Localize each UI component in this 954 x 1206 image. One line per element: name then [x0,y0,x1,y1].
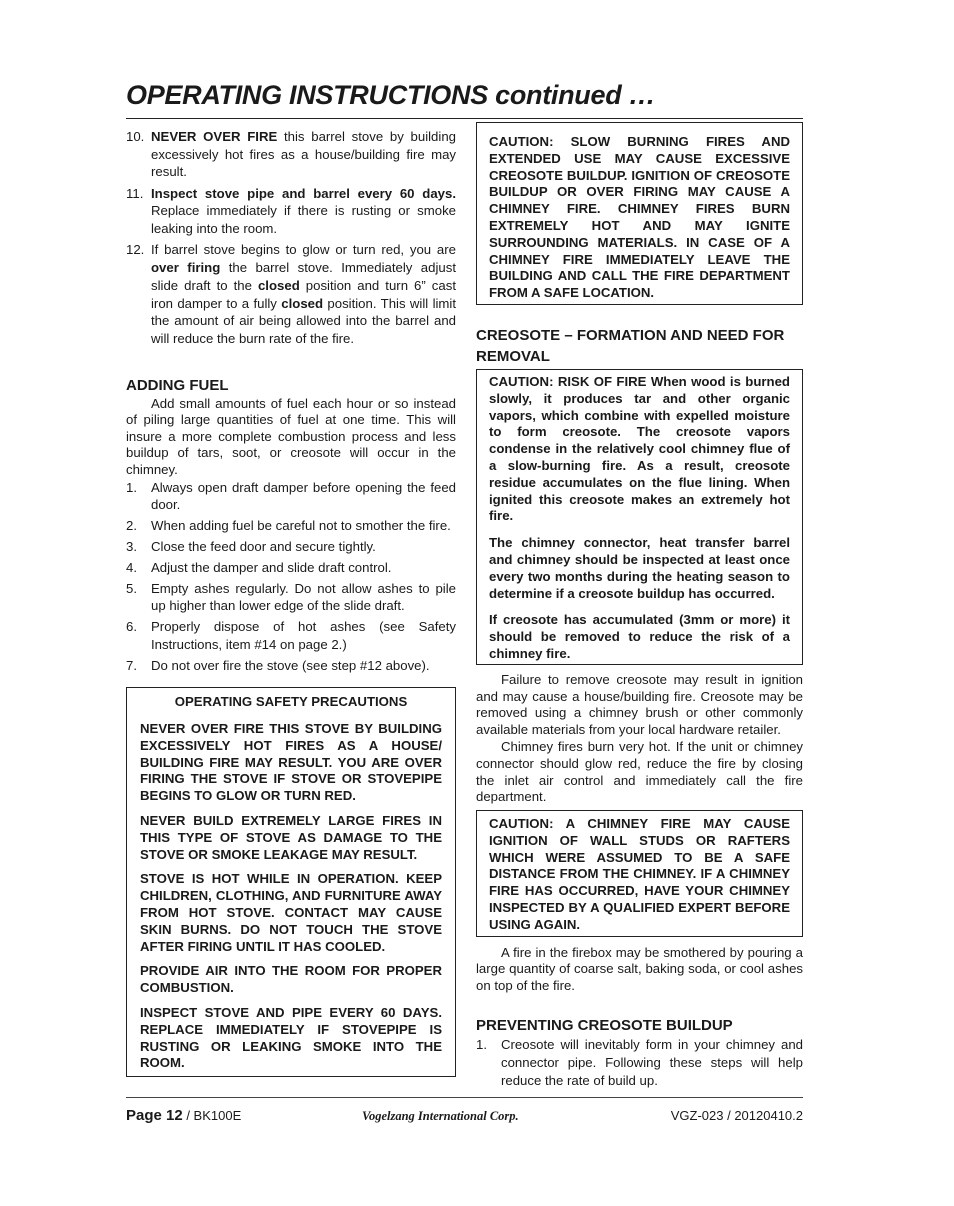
list-number: 5. [126,581,137,596]
list-text: Properly dispose of hot ashes (see Safety Instructions, item #14 on page 2.) [151,619,456,652]
list-text: Adjust the damper and slide draft control. [151,560,392,575]
list-item [126,657,456,674]
step-text: Replace immediately if there is rusting or smoke leaking into the room. [151,203,456,237]
safety-paragraph: NEVER OVER FIRE THIS STOVE BY BUILDING EXCESSIVELY HOT FIRES AS A HOUSE/ BUILDING FIRE MAY RESULT. YOU ARE OVER FIRING THE STOVE IF STOVE OR STOVEPIPE BEGINS TO GLOW OR TURN RED. [140,721,442,804]
step-text: position and turn 6” cast iron damper to a fully [151,277,456,311]
step-emphasis: closed [257,277,300,293]
list-item [126,241,456,347]
step-text: If barrel stove begins to glow or turn red, you are [151,242,456,258]
list-number: 1. [126,479,137,495]
safety-paragraph: PROVIDE AIR INTO THE ROOM FOR PROPER COMBUSTION. [140,963,442,996]
caution-text: CAUTION: A CHIMNEY FIRE MAY CAUSE IGNITION OF WALL STUDS OR RAFTERS WHICH WERE ASSUMED TO BE A SAFE DISTANCE FROM THE CHIMNEY. IF A CHIMNEY FIRE HAS OCCURRED, HAVE YOUR CHIMNEY INSPECTED BY A QUALIFIED EXPERT BEFORE USING AGAIN. [489,816,790,932]
list-item [126,580,456,615]
list-item [126,479,456,514]
list-number: 1. [476,1037,487,1053]
list-number: 3. [126,539,137,554]
caution-box-slow-burning [476,122,803,305]
caution-text: CAUTION: SLOW BURNING FIRES AND EXTENDED USE MAY CAUSE EXCESSIVE CREOSOTE BUILDUP. IGNITION OF CREOSOTE BUILDUP OR OVER FIRING MAY CAUSE A CHIMNEY FIRE. CHIMNEY FIRES BURN EXTREMELY HOT AND MAY IGNITE SURROUNDING MATERIALS. IN CASE OF A CHIMNEY FIRE IMMEDIATELY LEAVE THE BUILDING AND CALL THE FIRE DEPARTMENT FROM A SAFE LOCATION. [489,134,790,301]
list-item [126,185,456,238]
preventing-creosote-heading: PREVENTING CREOSOTE BUILDUP [476,1017,733,1035]
adding-fuel-list [126,479,456,675]
caution-box-chimney-fire [476,810,803,937]
model-number: / BK100E [182,1108,242,1123]
footer-divider [126,1097,803,1098]
list-number: 10. [126,129,145,144]
list-text: When adding fuel be careful not to smother the fire. [151,518,451,533]
list-text: Do not over fire the stove (see step #12 above). [151,657,430,673]
creosote-paragraph: A fire in the firebox may be smothered by pouring a large quantity of coarse salt, baking soda, or cool ashes on top of the fire. [476,944,803,994]
title-divider [126,118,803,119]
operating-steps-list [126,128,456,348]
safety-paragraph: NEVER BUILD EXTREMELY LARGE FIRES IN THIS TYPE OF STOVE AS DAMAGE TO THE STOVE OR SMOKE LEAKAGE MAY RESULT. [140,813,442,862]
caution-box-risk-of-fire [476,369,803,665]
list-text: Empty ashes regularly. Do not allow ashes to pile up higher than lower edge of the slide draft. [151,581,456,614]
list-item [476,1036,803,1089]
list-number: 4. [126,560,137,575]
list-text: Close the feed door and secure tightly. [151,539,376,554]
list-text: Always open draft damper before opening the feed door. [151,479,456,512]
step-text: position. This will limit the amount of air being allowed into the barrel and will reduce the burn rate of the fire. [151,295,457,346]
list-number: 11. [126,185,144,201]
list-number: 2. [126,518,137,533]
creosote-paragraph: Chimney fires burn very hot. If the unit or chimney connector should glow red, reduce the fire by closing the inlet air control and immediately call the fire department. [476,738,803,805]
step-lead: Inspect stove pipe and barrel every 60 days. [151,185,456,201]
safety-paragraph: INSPECT STOVE AND PIPE EVERY 60 DAYS. REPLACE IMMEDIATELY IF STOVEPIPE IS RUSTING OR LEAKING SMOKE INTO THE ROOM. [140,1004,442,1071]
list-item [126,128,456,181]
list-item [126,559,456,576]
step-lead: NEVER OVER FIRE [151,129,278,144]
left-column [126,128,456,1077]
list-item [126,618,456,653]
list-number: 6. [126,619,137,635]
creosote-caution-paragraph: CAUTION: RISK OF FIRE When wood is burned slowly, it produces tar and other organic vapors, which combine with expelled moisture to form creosote. The creosote vapors condense in the relatively cool chimney flue of a slow-burning fire. As a result, creosote residue accumulates on the flue lining. When ignited this creosote makes an extremely hot fire. [489,373,790,524]
creosote-paragraph: Failure to remove creosote may result in ignition and may cause a house/building fire. Creosote may be removed using a chimney brush or other commonly available materials from your local hardware retailer. [476,671,803,738]
company-name: Vogelzang International Corp. [362,1109,519,1123]
page-number: Page 12 [126,1107,183,1124]
list-number: 7. [126,657,137,673]
safety-precautions-box [126,687,456,1077]
list-item [126,517,456,534]
right-column [476,122,803,1093]
step-emphasis: closed [281,295,324,311]
safety-box-heading: OPERATING SAFETY PRECAUTIONS [174,694,408,710]
list-text: Creosote will inevitably form in your chimney and connector pipe. Following these steps will help reduce the rate of build up. [501,1037,803,1088]
list-item [126,538,456,555]
adding-fuel-intro: Add small amounts of fuel each hour or so instead of piling large quantities of fuel at one time. This will insure a more complete combustion process and less buildup of tars, soot, or creosote will occur in the chimney. [126,395,456,477]
list-number: 12. [126,242,145,258]
step-text: the barrel stove. Immediately adjust slide draft to the [151,260,456,293]
creosote-caution-paragraph: The chimney connector, heat transfer barrel and chimney should be inspected at least once every two months during the heating season to determine if a creosote buildup has occurred. [489,535,790,601]
document-code: VGZ-023 / 20120410.2 [670,1108,803,1123]
page-title: OPERATING INSTRUCTIONS continued … [126,80,656,110]
creosote-caution-paragraph: If creosote has accumulated (3mm or more) it should be removed to reduce the risk of a chimney fire. [489,612,790,661]
step-emphasis: over firing [151,260,221,276]
safety-paragraph: STOVE IS HOT WHILE IN OPERATION. KEEP CHILDREN, CLOTHING, AND FURNITURE AWAY FROM HOT STOVE. CONTACT MAY CAUSE SKIN BURNS. DO NOT TOUCH THE STOVE AFTER FIRING UNTIL IT HAS COOLED. [140,871,442,954]
adding-fuel-heading: ADDING FUEL [126,376,229,394]
creosote-heading: CREOSOTE – FORMATION AND NEED FOR REMOVAL [476,326,785,365]
step-text: this barrel stove by building excessively hot fires as a house/building fire may result. [151,129,456,180]
preventing-creosote-list [476,1036,803,1089]
footer-page-info [126,1107,241,1124]
